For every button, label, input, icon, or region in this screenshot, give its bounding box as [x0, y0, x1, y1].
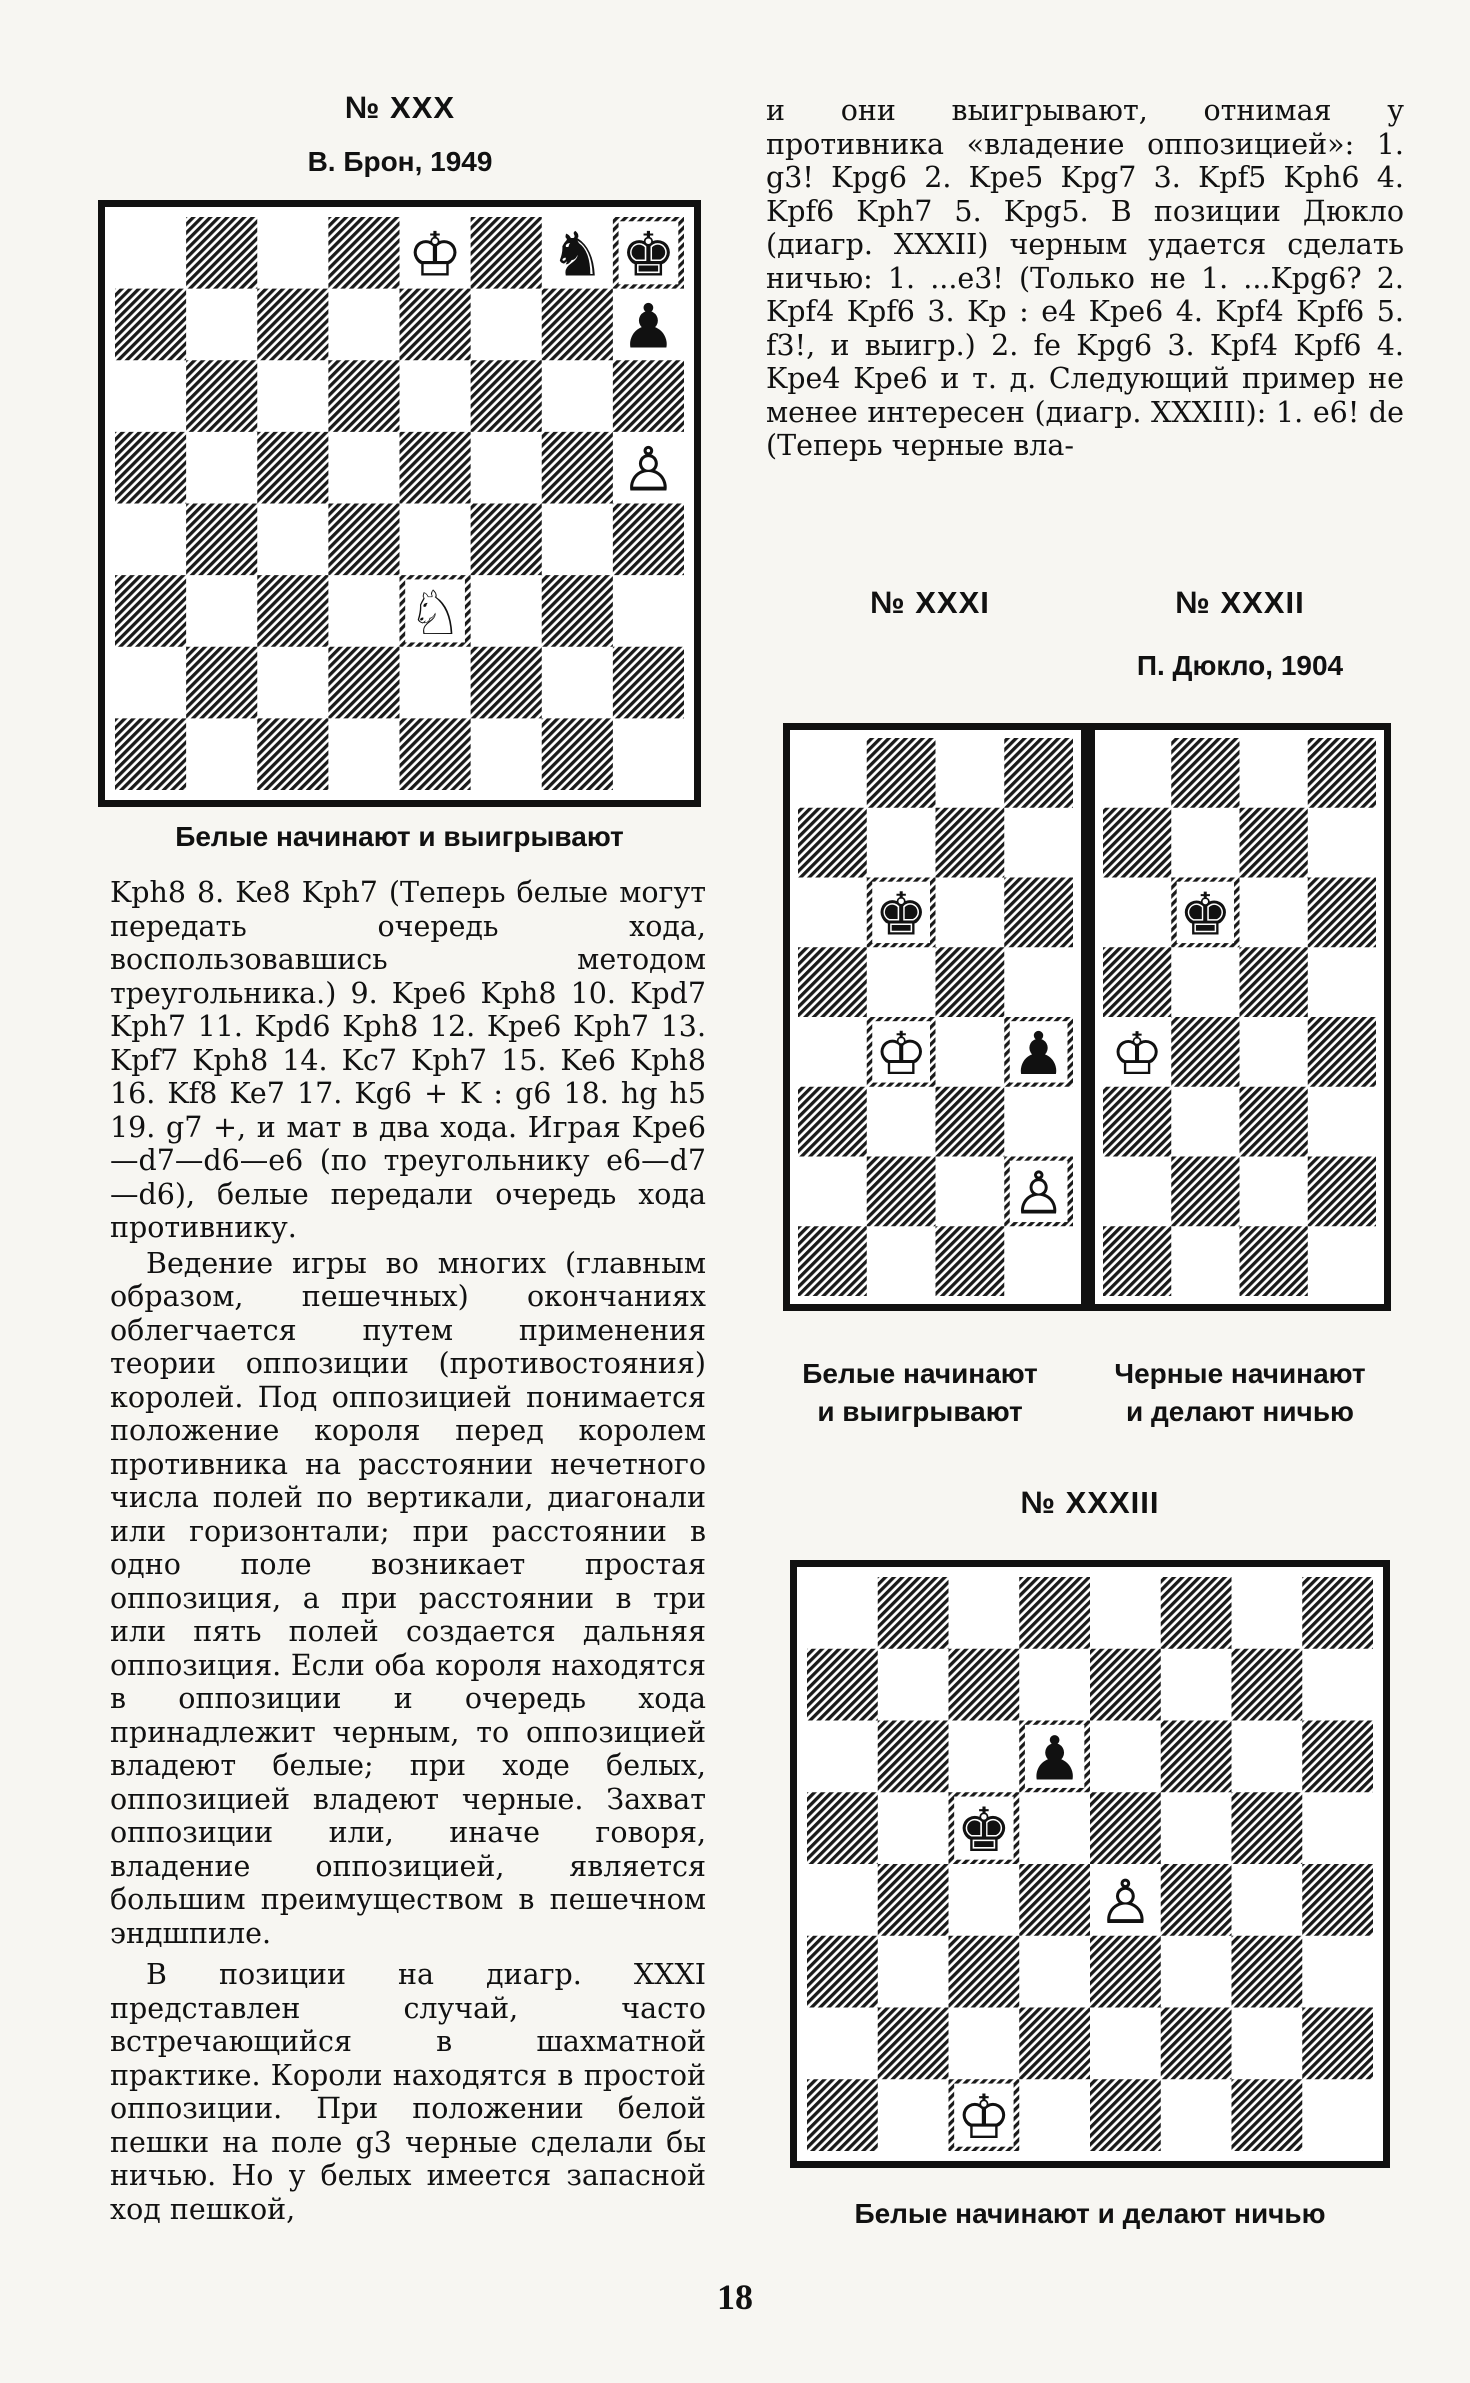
- paragraph-3: В позиции на диагр. XXXI представлен случай, часто встречающийся в шахматной практике. Короли находятся в простой оппозиции. При положении белой пешки на поле g3 черные сделали бы ничью. Но у белых имеется запасной ход пешкой,: [110, 1958, 706, 2226]
- diagram-xxxi-caption-line1: Белые начинают: [802, 1358, 1038, 1389]
- diagram-xxx-board: [98, 200, 701, 807]
- diagram-xxxii-caption: [1090, 1355, 1390, 1431]
- diagram-xxxiii-board: [790, 1560, 1390, 2168]
- diagram-xxx-author: В. Брон, 1949: [307, 146, 493, 177]
- diagram-xxxii-caption-line1: Черные начинают: [1114, 1358, 1366, 1389]
- chess-piece-black-pawn-h7: ♟: [621, 291, 676, 363]
- diagram-xxxii-number: № XXXII: [1175, 585, 1305, 620]
- diagram-xxxiii-number: № XXXIII: [1020, 1485, 1160, 1520]
- chess-piece-black-knight-g8: ♞: [549, 219, 605, 291]
- diagram-xxx-caption: Белые начинают и выигрывают: [175, 821, 624, 852]
- chess-piece-white-pawn-d2: ♙: [1012, 1158, 1066, 1228]
- chess-piece-black-pawn-d4: ♟: [1012, 1019, 1066, 1089]
- diagram-xxxii-caption-line2: и делают ничью: [1126, 1396, 1354, 1427]
- chess-piece-black-king-h8: ♚: [621, 219, 676, 291]
- diagram-xxx-number: № XXX: [344, 90, 456, 125]
- diagram-xxxii-board: [1088, 723, 1391, 1311]
- paragraph-2: Ведение игры во многих (главным образом, пешечных) окончаниях облегчается путем применения теории оппозиции (противостояния) королей. Под оппозицией понимается положение короля перед королем противника на расстоянии нечетного числа полей по вертикали, диагонали или горизонтали; при расстоянии в одно поле возникает простая оппозиция, а при расстоянии в три или пять полей создается дальняя оппозиция. Если оба короля находятся в оппозиции и очередь хода принадлежит черным, то оппозицией владеют белые; при ходе белых, оппозицией владеют черные. Захват оппозиции или, иначе говоря, владение оппозицией, является большим преимуществом в пешечном эндшпиле.: [110, 1246, 706, 1950]
- chess-piece-black-king-b6: ♚: [874, 879, 928, 949]
- right-column-text: [766, 94, 1404, 463]
- chess-piece-white-pawn-h5: ♙: [621, 434, 676, 506]
- diagram-xxxi-number: № XXXI: [870, 585, 990, 620]
- diagram-xxxii-author: П. Дюкло, 1904: [1136, 650, 1344, 681]
- chess-piece-black-king-c5: ♚: [956, 1796, 1012, 1867]
- chess-piece-white-pawn-e4: ♙: [1098, 1867, 1153, 1938]
- diagram-xxxi-board: [783, 723, 1088, 1311]
- diagram-xxxiii-caption: Белые начинают и делают ничью: [854, 2198, 1326, 2229]
- chess-piece-black-king-f6: ♚: [1179, 880, 1232, 949]
- diagram-xxxi-caption-line2: и выигрывают: [817, 1396, 1023, 1427]
- chess-piece-white-king-e8: ♔: [407, 219, 463, 291]
- diagram-xxxi-caption: [770, 1355, 1070, 1431]
- paragraph-1: Kph8 8. Ke8 Kph7 (Теперь белые могут передать очередь хода, воспользовавшись методом треугольника.) 9. Kpe6 Kph8 10. Kpd7 Kph7 11. Kpd6 Kph8 12. Kpe6 Kph7 13. Kpf7 Kph8 14. Kc7 Kph7 15. Ke6 Kph8 16. Kf8 Ke7 17. Kg6 + K : g6 18. hg h5 19. g7 +, и мат в два хода. Играя Kpe6—d7—d6—e6 (по треугольнику e6—d7—d6), белые передали очередь хода противнику.: [110, 876, 706, 1244]
- chess-piece-white-knight-e3: ♘: [407, 577, 463, 649]
- chess-piece-black-pawn-d6: ♟: [1027, 1724, 1082, 1795]
- chess-piece-white-king-b4: ♔: [874, 1019, 928, 1089]
- paragraph-right: и они выигрывают, отнимая у противника «владение оппозицией»: 1. g3! Kpg6 2. Kpe5 Kpg7 3. Kpf5 Kph6 4. Kpf6 Kph7 5. Kpg5. В позиции Дюкло (диагр. XXXII) черным удается сделать ничью: 1. ...e3! (Только не 1. ...Kpg6? 2. Kpf4 Kpf6 3. Kp : e4 Kpe6 4. Kpf4 Kpf6 5. f3!, и выигр.) 2. fe Kpg6 3. Kpf4 Kpf6 4. Kpe4 Kpe6 и т. д. Следующий пример не менее интересен (диагр. XXXIII): 1. e6! de (Теперь черные вла-: [766, 94, 1404, 462]
- page-number: 18: [717, 2277, 753, 2317]
- left-column-text: [110, 876, 706, 2226]
- chess-piece-white-king-c1: ♔: [956, 2083, 1012, 2154]
- chess-piece-white-king-e4: ♔: [1110, 1020, 1164, 1089]
